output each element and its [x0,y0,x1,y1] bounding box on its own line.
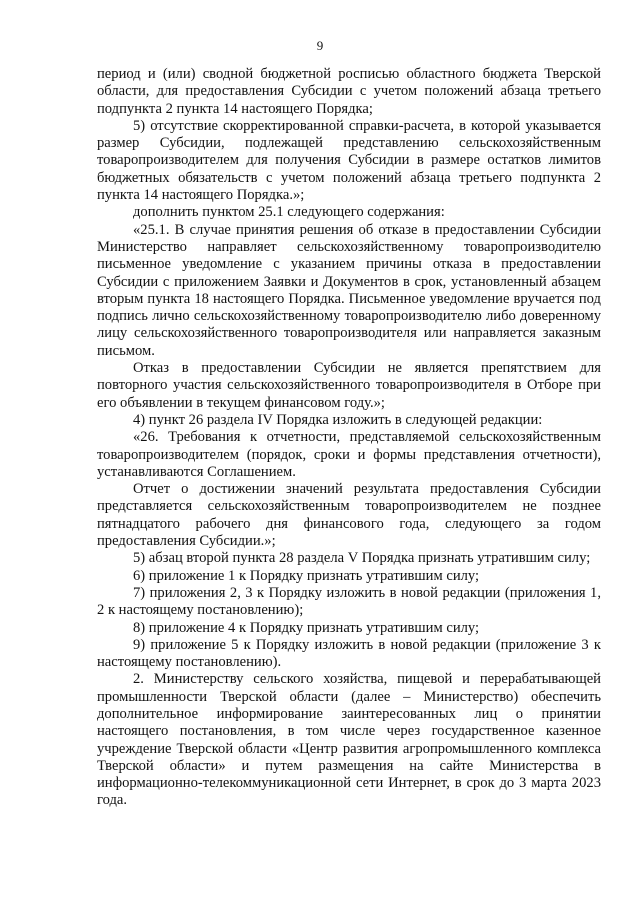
paragraph-clause-26: «26. Требования к отчетности, представляемой сельскохозяйственным товаропроизводителем (порядок, сроки и формы представления отчетности), устанавливаются Соглашением. [97,429,601,480]
paragraph-item-5: 5) отсутствие скорректированной справки-расчета, в которой указывается размер Субсидии, подлежащей представлению сельскохозяйственным товаропроизводителем для получения Субсидии в размере остатков лимитов бюджетных обязательств с учетом положений абзаца третьего подпункта 2 пункта 14 настоящего Порядка.»; [97,117,601,204]
paragraph-item-7: 7) приложения 2, 3 к Порядку изложить в новой редакции (приложения 1, 2 к настоящему постановлению); [97,584,601,619]
paragraph-item-5-repeal: 5) абзац второй пункта 28 раздела V Порядка признать утратившим силу; [133,550,591,567]
paragraph-section-2: 2. Министерству сельского хозяйства, пищевой и перерабатывающей промышленности Тверской области (далее – Министерство) обеспечить дополнительное информирование заинтересованных лиц о принятии настоящего постановления, в том числе через государственное казенное учреждение Тверской области «Центр развития агропромышленного комплекса Тверской области» и путем размещения на сайте Министерства в информационно-телекоммуникационной сети Интернет, в срок до 3 марта 2023 года. [97,671,601,809]
paragraph-refusal-note: Отказ в предоставлении Субсидии не является препятствием для повторного участия сельскохозяйственного товаропроизводителя в Отборе при его объявлении в текущем финансовом году.»; [97,360,601,411]
page-number: 9 [316,38,324,53]
paragraph-item-4: 4) пункт 26 раздела IV Порядка изложить в следующей редакции: [133,411,543,428]
paragraph-item-8: 8) приложение 4 к Порядку признать утратившим силу; [133,619,480,636]
document-body [97,66,601,810]
paragraph-continuation: период и (или) сводной бюджетной росписью областного бюджета Тверской области, для предоставления Субсидии с учетом положений абзаца третьего подпункта 2 пункта 14 настоящего Порядка; [97,66,601,117]
paragraph-report: Отчет о достижении значений результата предоставления Субсидии представляется сельскохозяйственным товаропроизводителем не позднее пятнадцатого рабочего дня финансового года, следующего за годом предоставления Субсидии.»; [97,481,601,550]
paragraph-add-clause: дополнить пунктом 25.1 следующего содержания: [133,204,445,221]
paragraph-item-6: 6) приложение 1 к Порядку признать утратившим силу; [133,567,480,584]
paragraph-item-9: 9) приложение 5 к Порядку изложить в новой редакции (приложение 3 к настоящему постановлению). [97,636,601,671]
paragraph-clause-25-1: «25.1. В случае принятия решения об отказе в предоставлении Субсидии Министерство направляет сельскохозяйственному товаропроизводителю письменное уведомление с указанием причины отказа в предоставлении Субсидии с приложением Заявки и Документов в срок, установленный абзацем вторым пункта 18 настоящего Порядка. Письменное уведомление вручается под подпись лично сельскохозяйственному товаропроизводителю либо доверенному лицу сельскохозяйственного товаропроизводителя или направляется заказным письмом. [97,221,601,359]
